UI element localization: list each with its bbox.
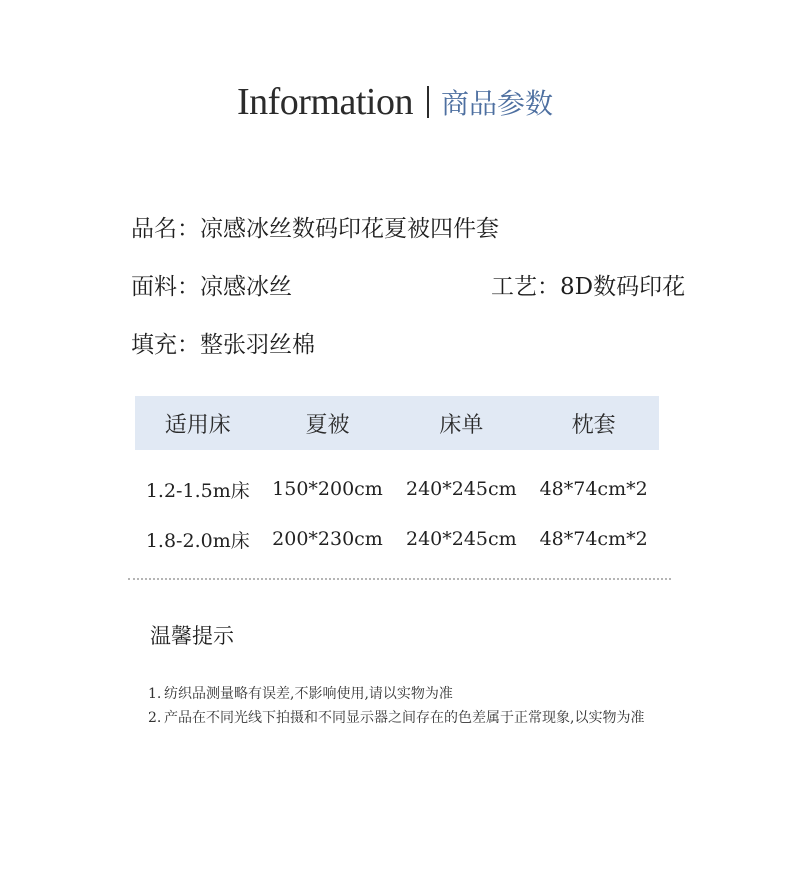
table-cell: 1.2-1.5m床 (145, 479, 250, 502)
table-cell: 48*74cm*2 (539, 528, 648, 550)
tip-number: 1. (148, 686, 162, 702)
size-table-header (135, 396, 659, 450)
table-cell: 240*245cm (405, 478, 517, 500)
tip-number: 2. (148, 710, 162, 726)
tip-text: 产品在不同光线下拍摄和不同显示器之间存在的色差属于正常现象,以实物为准 (164, 710, 645, 726)
column-header-pillowcase: 枕套 (528, 396, 659, 450)
header-divider (427, 86, 429, 118)
spec-filling: 填充：整张羽丝棉 (131, 332, 315, 358)
column-header-sheet: 床单 (394, 396, 528, 450)
column-header-quilt: 夏被 (261, 396, 395, 450)
spec-material: 面料：凉感冰丝 (131, 274, 292, 300)
tips-title: 温馨提示 (150, 624, 234, 648)
list-item (148, 706, 678, 730)
tip-text: 纺织品测量略有误差,不影响使用,请以实物为准 (164, 686, 453, 702)
header-title-zh: 商品参数 (441, 87, 554, 120)
column-header-bed: 适用床 (135, 396, 261, 450)
list-item (148, 682, 678, 706)
dotted-divider (128, 578, 671, 580)
page-header (0, 80, 790, 124)
table-row (135, 450, 659, 514)
table-cell: 150*200cm (272, 478, 383, 500)
table-cell: 200*230cm (272, 528, 383, 550)
table-row (135, 514, 659, 564)
tips-list (148, 682, 678, 730)
spec-craft: 工艺：8D数码印花 (491, 274, 686, 300)
table-cell: 48*74cm*2 (539, 478, 648, 500)
table-cell: 1.8-2.0m床 (145, 529, 250, 552)
size-table (135, 396, 659, 564)
table-cell: 240*245cm (405, 528, 517, 550)
product-specs (131, 212, 731, 386)
spec-product-name: 品名：凉感冰丝数码印花夏被四件套 (131, 216, 499, 242)
spec-row-material (131, 270, 731, 328)
spec-row-filling (131, 328, 731, 386)
header-title-en: Information (236, 81, 413, 123)
spec-row-name (131, 212, 731, 270)
